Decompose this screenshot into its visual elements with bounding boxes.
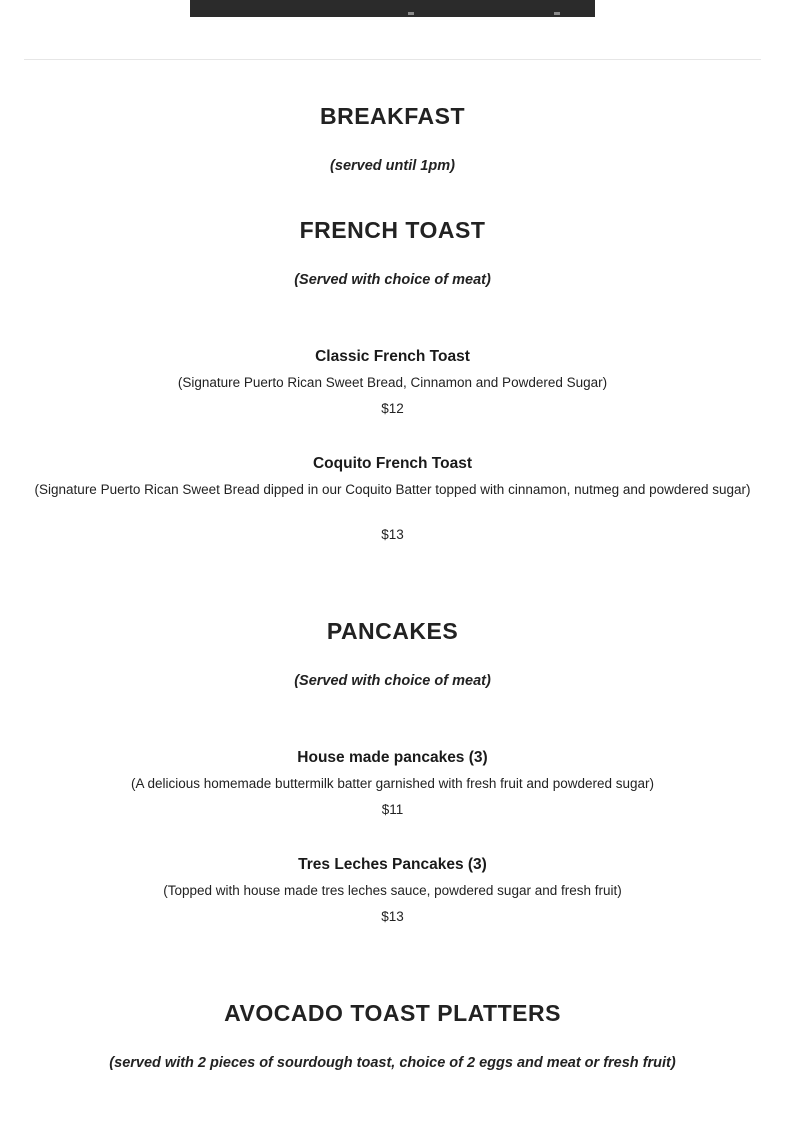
menu-item-description: (Signature Puerto Rican Sweet Bread dipped in our Coquito Batter topped with cinnamon, nutmeg and powdered sugar)	[34, 482, 751, 497]
avocado-toast-note: (served with 2 pieces of sourdough toast, choice of 2 eggs and meat or fresh fruit)	[109, 1055, 676, 1071]
menu-item-description: (Topped with house made tres leches sauce, powdered sugar and fresh fruit)	[163, 883, 622, 898]
menu-item-price: $12	[381, 401, 404, 416]
menu-item-description: (A delicious homemade buttermilk batter garnished with fresh fruit and powdered sugar)	[130, 776, 655, 791]
avocado-toast-heading: AVOCADO TOAST PLATTERS	[224, 1000, 561, 1026]
menu-item-price: $11	[381, 802, 404, 817]
top-bar-glyph-right	[554, 12, 560, 15]
breakfast-heading: BREAKFAST	[319, 103, 466, 129]
french-toast-note: (Served with choice of meat)	[294, 272, 491, 288]
french-toast-heading: FRENCH TOAST	[299, 217, 486, 243]
top-bar-glyph-left	[408, 12, 414, 15]
menu-item-name: Classic French Toast	[315, 348, 470, 365]
menu-item-name: Coquito French Toast	[312, 455, 472, 472]
menu-item-name: Tres Leches Pancakes (3)	[298, 856, 487, 873]
breakfast-note: (served until 1pm)	[330, 158, 455, 174]
menu-item-description: (Signature Puerto Rican Sweet Bread, Cinnamon and Powdered Sugar)	[177, 375, 608, 390]
top-button-bar[interactable]	[190, 0, 595, 17]
menu-item-price: $13	[381, 527, 404, 542]
menu-item-name: House made pancakes (3)	[297, 749, 488, 766]
menu-item-price: $13	[381, 909, 404, 924]
pancakes-note: (Served with choice of meat)	[294, 673, 491, 689]
pancakes-heading: PANCAKES	[326, 618, 459, 644]
section-divider	[24, 59, 761, 60]
